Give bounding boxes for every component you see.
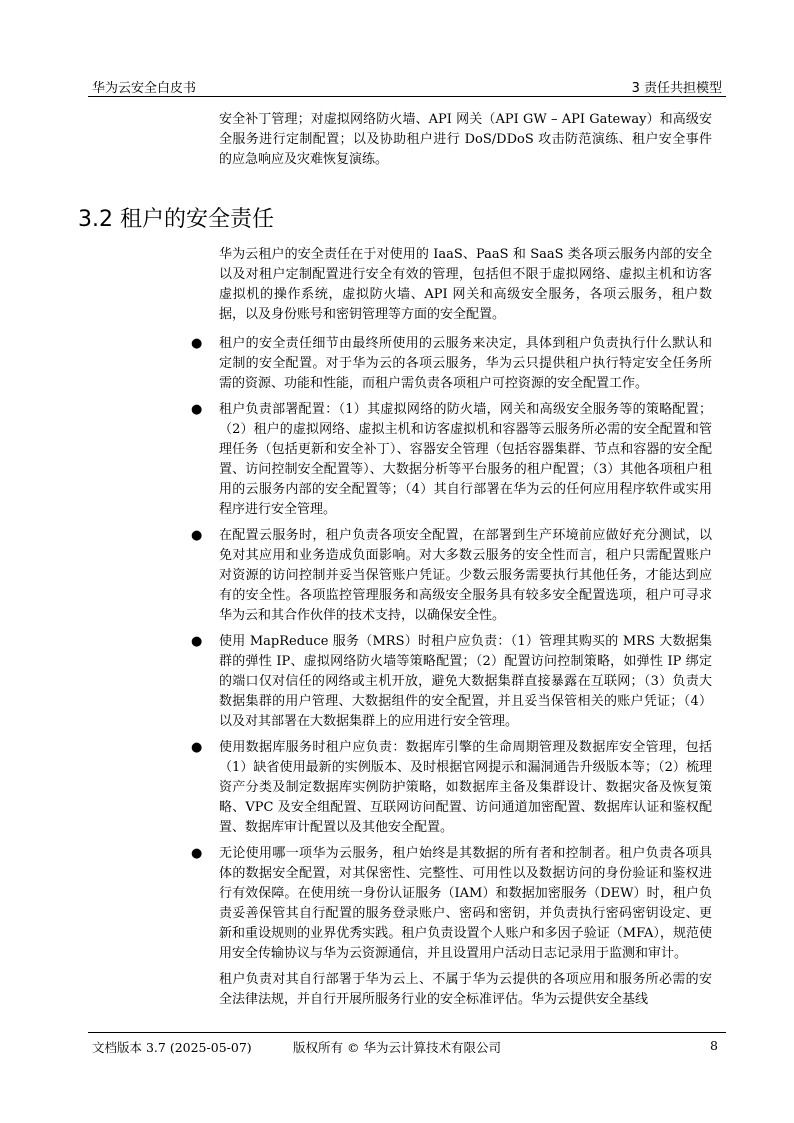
section-lead-paragraph: 华为云租户的安全责任在于对使用的 IaaS、PaaS 和 SaaS 类各项云服务内部的安全以及对租户定制配置进行安全有效的管理，包括但不限于虚拟网络、虚拟主机和访客虚拟机的操作系统，虚拟防火墙、API 网关和高级安全服务，各项云服务，租户数据，以及身份账号和密钥管理等方面的安全配置。 xyxy=(219,247,712,322)
intro-paragraph: 安全补丁管理；对虚拟网络防火墙、API 网关（API GW – API Gateway）和高级安全服务进行定制配置；以及协助租户进行 DoS/DDoS 攻击防范演练、租户安全事件的应急响应及灾难恢复演练。 xyxy=(219,112,712,167)
list-item-text: 在配置云服务时，租户负责各项安全配置，在部署到生产环境前应做好充分测试，以免对其应用和业务造成负面影响。对大多数云服务的安全性而言，租户只需配置账户对资源的访问控制并妥当保管账户凭证。少数云服务需要执行其他任务，才能达到应有的安全性。各项监控管理服务和高级安全服务具有较多安全配置选项，租户可寻求华为云和其合作伙伴的技术支持，以确保安全性。 xyxy=(219,528,712,623)
list-item-text: 租户的安全责任细节由最终所使用的云服务来决定，具体到租户负责执行什么默认和定制的安全配置。对于华为云的各项云服务，华为云只提供租户执行特定安全任务所需的资源、功能和性能，而租户需负责各项租户可控资源的安全配置工作。 xyxy=(219,336,712,391)
bullet-dot-icon: ● xyxy=(191,634,203,649)
section-title: 3.2 租户的安全责任 xyxy=(78,207,274,232)
intro-block xyxy=(219,110,712,170)
header-chapter: 3 责任共担模型 xyxy=(631,81,722,96)
list-item-text: 使用 MapReduce 服务（MRS）时租户应负责：（1）管理其购买的 MRS 大数据集群的弹性 IP、虚拟网络防火墙等策略配置；（2）配置访问控制策略，如弹性 IP 绑定的端口仅对信任的网络或主机开放，避免大数据集群直接暴露在互联网；（3）负责大数据集群的用户管理、大数据组件的安全配置，并且妥当保管相关的账户凭证；（4）以及对其部署在大数据集群上的应用进行安全管理。 xyxy=(219,634,712,729)
copyright-notice: 版权所有 © 华为云计算技术有限公司 xyxy=(293,1040,501,1055)
page-footer xyxy=(88,1038,726,1058)
bullet-dot-icon: ● xyxy=(191,402,203,417)
header-doc-title: 华为云安全白皮书 xyxy=(92,81,197,96)
bullet-list xyxy=(191,334,712,964)
section-body xyxy=(191,245,712,1010)
closing-paragraph: 租户负责对其自行部署于华为云上、不属于华为云提供的各项应用和服务所必需的安全法律法规，并自行开展所服务行业的安全标准评估。华为云提供安全基线 xyxy=(219,972,712,1007)
list-item-text: 租户负责部署配置：（1）其虚拟网络的防火墙，网关和高级安全服务等的策略配置；（2）租户的虚拟网络、虚拟主机和访客虚拟机和容器等云服务所必需的安全配置和管理任务（包括更新和安全补丁）、容器安全管理（包括容器集群、节点和容器的安全配置、访问控制安全配置等）、大数据分析等平台服务的租户配置；（3）其他各项租户租用的云服务内部的安全配置等；（4）其自行部署在华为云的任何应用程序软件或实用程序进行安全管理。 xyxy=(219,402,712,517)
list-item xyxy=(191,400,712,520)
list-item xyxy=(191,526,712,626)
list-item xyxy=(191,844,712,964)
list-item xyxy=(191,632,712,732)
bullet-dot-icon: ● xyxy=(191,528,203,543)
page-header xyxy=(88,74,726,96)
list-item-text: 使用数据库服务时租户应负责：数据库引擎的生命周期管理及数据库安全管理，包括（1）缺省使用最新的实例版本、及时根据官网提示和漏洞通告升级版本等；（2）梳理资产分类及制定数据库实例防护策略，如数据库主备及集群设计、数据灾备及恢复策略、VPC 及安全组配置、互联网访问配置、访问通道加密配置、数据库认证和鉴权配置、数据库审计配置以及其他安全配置。 xyxy=(219,740,712,835)
document-version: 文档版本 3.7 (2025-05-07) xyxy=(92,1040,252,1055)
footer-divider xyxy=(88,1032,726,1033)
header-divider xyxy=(88,96,726,97)
list-item xyxy=(191,334,712,394)
page-number: 8 xyxy=(710,1038,718,1053)
bullet-dot-icon: ● xyxy=(191,846,203,861)
bullet-dot-icon: ● xyxy=(191,336,203,351)
list-item xyxy=(191,738,712,838)
bullet-dot-icon: ● xyxy=(191,740,203,755)
list-item-text: 无论使用哪一项华为云服务，租户始终是其数据的所有者和控制者。租户负责各项具体的数据安全配置，对其保密性、完整性、可用性以及数据访问的身份验证和鉴权进行有效保障。在使用统一身份认证服务（IAM）和数据加密服务（DEW）时，租户负责妥善保管其自行配置的服务登录账户、密码和密钥，并负责执行密码密钥设定、更新和重设规则的业界优秀实践。租户负责设置个人账户和多因子验证（MFA），规范使用安全传输协议与华为云资源通信，并且设置用户活动日志记录用于监测和审计。 xyxy=(219,846,712,961)
